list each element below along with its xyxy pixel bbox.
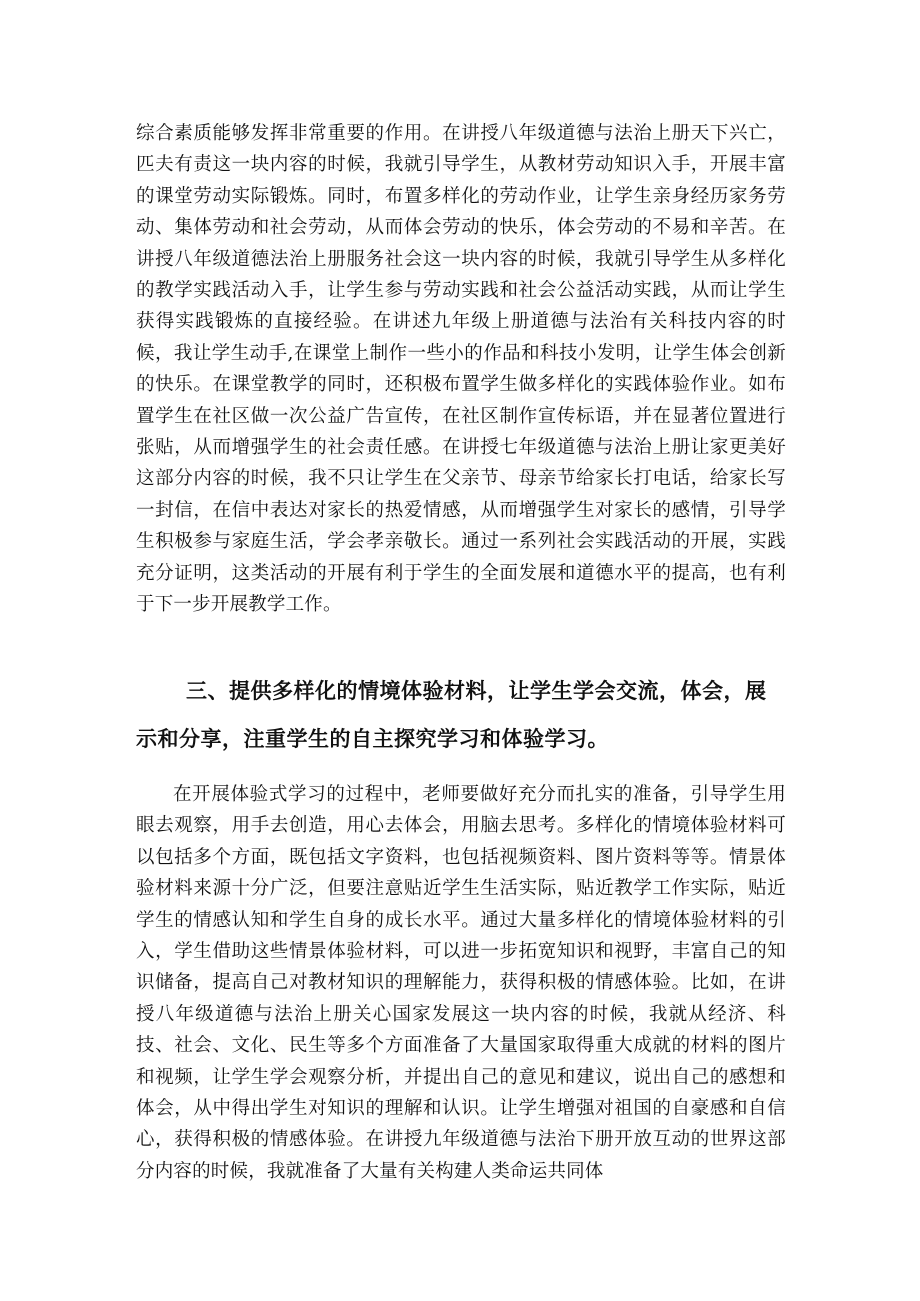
section-heading-3: 三、提供多样化的情境体验材料，让学生学会交流，体会，展示和分享，注重学生的自主探究学习和体验学习。 [136, 679, 767, 751]
body-paragraph-1: 综合素质能够发挥非常重要的作用。在讲授八年级道德与法治上册天下兴亡，匹夫有责这一块内容的时候，我就引导学生，从教材劳动知识入手，开展丰富的课堂劳动实际锻炼。同时，布置多样化的劳动作业，让学生亲身经历家务劳动、集体劳动和社会劳动，从而体会劳动的快乐，体会劳动的不易和辛苦。在讲授八年级道德法治上册服务社会这一块内容的时候，我就引导学生从多样化的教学实践活动入手，让学生参与劳动实践和社会公益活动实践，从而让学生获得实践锻炼的直接经验。在讲述九年级上册道德与法治有关科技内容的时候，我让学生动手,在课堂上制作一些小的作品和科技小发明，让学生体会创新的快乐。在课堂教学的同时，还积极布置学生做多样化的实践体验作业。如布置学生在社区做一次公益广告宣传，在社区制作宣传标语，并在显著位置进行张贴，从而增强学生的社会责任感。在讲授七年级道德与法治上册让家更美好这部分内容的时候，我不只让学生在父亲节、母亲节给家长打电话，给家长写一封信，在信中表达对家长的热爱情感，从而增强学生对家长的感情，引导学生积极参与家庭生活，学会孝亲敬长。通过一系列社会实践活动的开展，实践充分证明，这类活动的开展有利于学生的全面发展和道德水平的提高，也有利于下一步开展教学工作。 [136, 123, 786, 616]
body-paragraph-2: 在开展体验式学习的过程中，老师要做好充分而扎实的准备，引导学生用眼去观察，用手去创造，用心去体会，用脑去思考。多样化的情境体验材料可以包括多个方面，既包括文字资料，也包括视频资料、图片资料等等。情景体验材料来源十分广泛，但要注意贴近学生生活实际，贴近教学工作实际，贴近学生的情感认知和学生自身的成长水平。通过大量多样化的情境体验材料的引入，学生借助这些情景体验材料，可以进一步拓宽知识和视野，丰富自己的知识储备，提高自己对教材知识的理解能力，获得积极的情感体验。比如，在讲授八年级道德与法治上册关心国家发展这一块内容的时候，我就从经济、科技、社会、文化、民生等多个方面准备了大量国家取得重大成就的材料的图片和视频，让学生学会观察分析，并提出自己的意见和建议，说出自己的感想和体会，从中得出学生对知识的理解和认识。让学生增强对祖国的自豪感和自信心，获得积极的情感体验。在讲授九年级道德与法治下册开放互动的世界这部分内容的时候，我就准备了大量有关构建人类命运共同体 [136, 784, 786, 1182]
